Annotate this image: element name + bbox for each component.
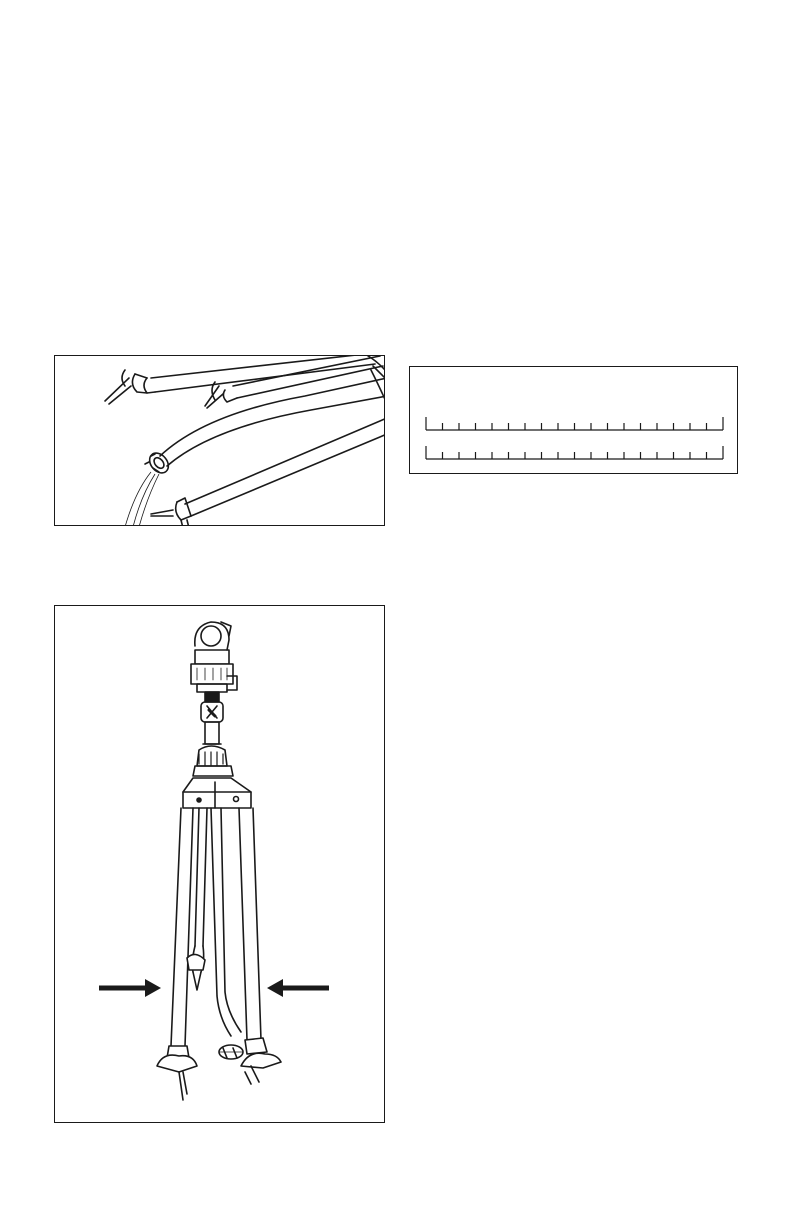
- figure-legs-closeup: [54, 355, 385, 526]
- scale-row-bottom: [426, 446, 723, 459]
- arrow-right-icon: [99, 979, 161, 997]
- water-drip-icon: [125, 472, 159, 526]
- scale-row-top: [426, 417, 723, 430]
- figure-measuring-scale: [409, 366, 738, 474]
- arrow-left-icon: [267, 979, 329, 997]
- measuring-scale: [410, 367, 738, 474]
- figure-tripod-assembled: [54, 605, 385, 1123]
- tripod-illustration: [55, 606, 385, 1123]
- legs-closeup-illustration: [55, 356, 385, 526]
